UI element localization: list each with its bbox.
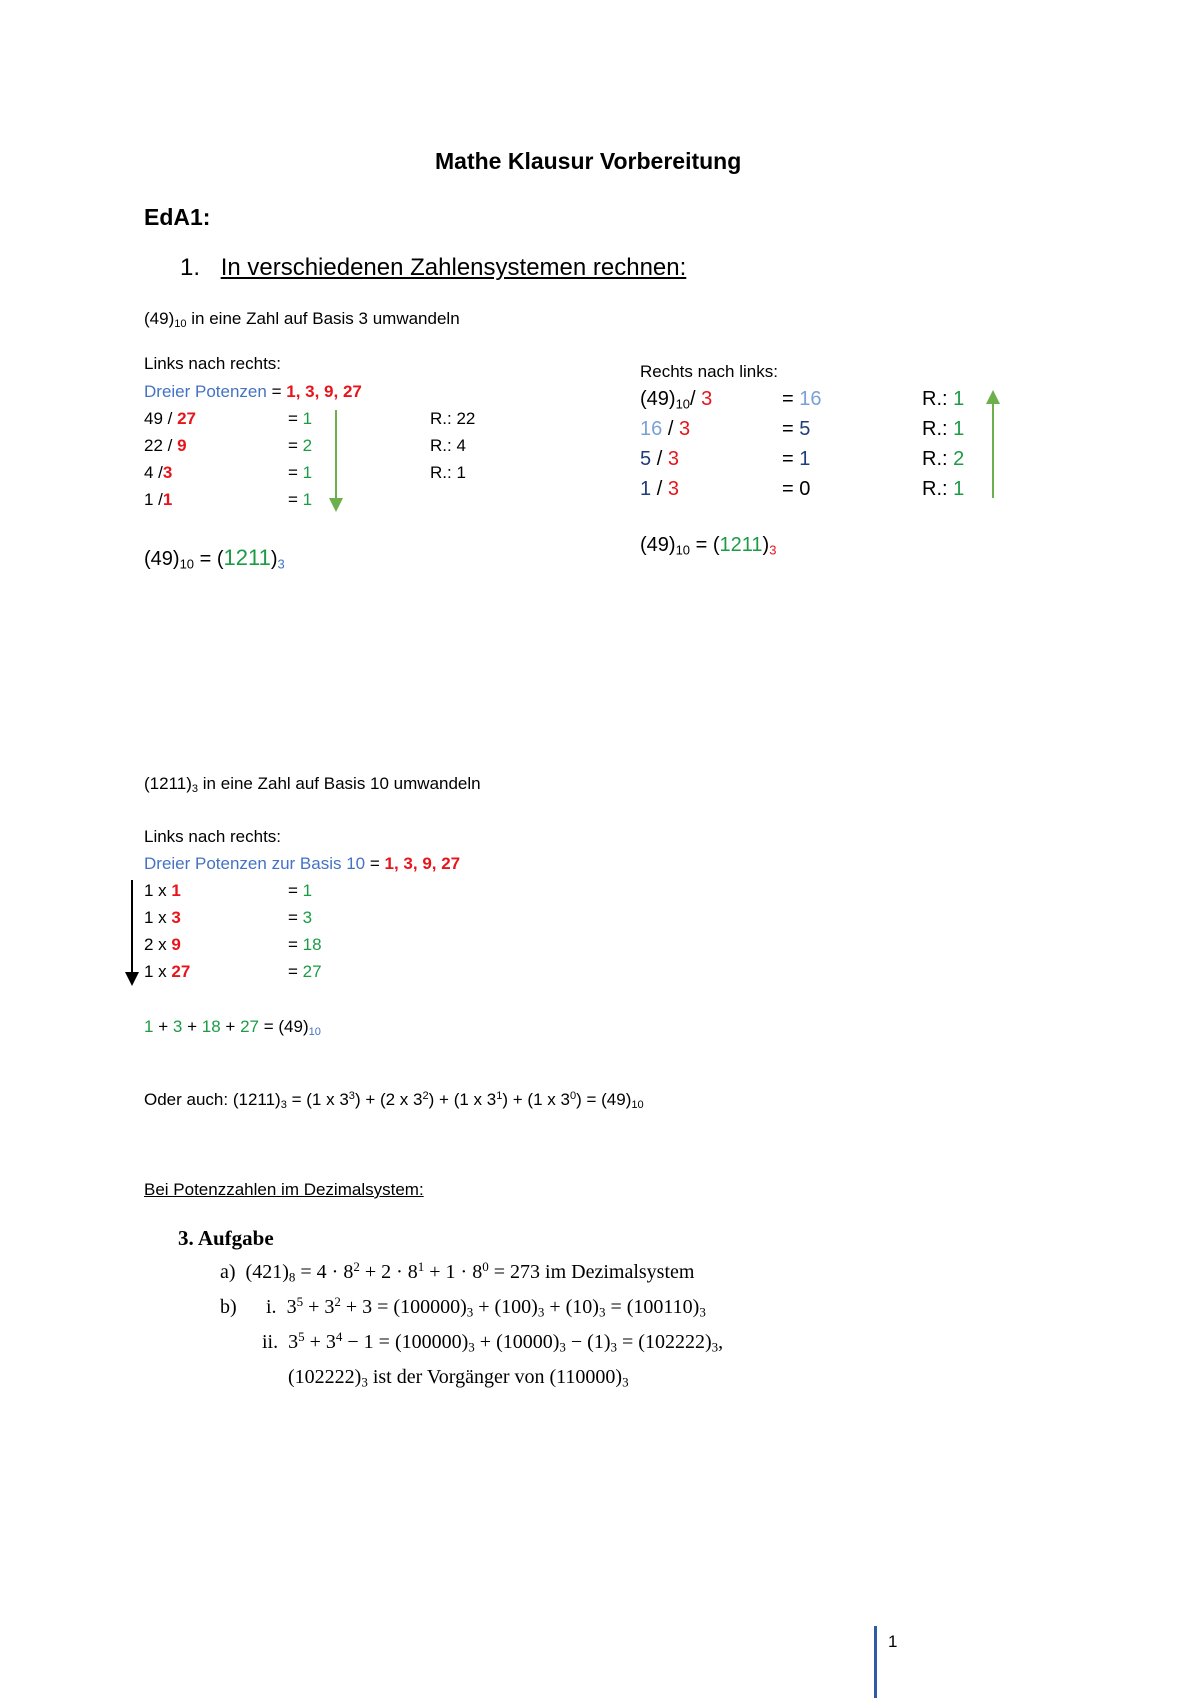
powers-eq: = — [271, 382, 282, 401]
arrow-up-icon — [983, 388, 1003, 500]
aufgabe-b-i: i. $3^5 + 3^2 + 3 = (100000)_3 + (100)_3 + (10)_3 = (100110)_3$ — [266, 1293, 706, 1320]
row-remainder: R.: 2 — [922, 448, 965, 470]
row-remainder: R.: 4 — [430, 436, 466, 455]
heading-1 — [180, 254, 686, 282]
part3-heading: Bei Potenzzahlen im Dezimalsystem: — [144, 1180, 424, 1199]
section-label: EdA1: — [144, 204, 211, 230]
row-result: = 3 — [288, 908, 313, 927]
powers-label: Dreier Potenzen — [144, 382, 267, 401]
row-remainder: R.: 1 — [922, 478, 965, 500]
aufgabe-b-ii: ii. $3^5 + 3^4 - 1 = (100000)_3 + (10000)_3 - (1)_3 = (102222)_3$, — [262, 1328, 724, 1355]
row-remainder: R.: 1 — [430, 463, 466, 482]
task-1-number: (49) — [144, 309, 175, 328]
table-row: 22 / 9 — [144, 436, 187, 455]
task-1-base: 10 — [174, 317, 187, 330]
left-powers — [144, 382, 362, 402]
table-row: 1 x 27 — [144, 962, 191, 981]
left-label: Links nach rechts: — [144, 354, 282, 373]
task-2: $(1211)_3$ in eine Zahl auf Basis 10 umwandeln — [144, 774, 481, 795]
part2-powers: Dreier Potenzen zur Basis 10 = 1, 3, 9, 27 — [144, 854, 461, 873]
sum-line: $1 + 3 + 18 + 27 = (49)_{10}$ — [144, 1017, 321, 1038]
row-result: = 1 — [288, 490, 313, 509]
table-row: 4 /3 — [144, 463, 173, 482]
task-1 — [144, 309, 460, 329]
table-row: 1 / 3 — [640, 478, 679, 500]
right-label: Rechts nach links: — [640, 362, 778, 381]
row-result: = 27 — [288, 962, 322, 981]
row-result: = 0 — [782, 478, 811, 500]
powers-values: 1, 3, 9, 27 — [286, 382, 362, 401]
aufgabe-a: a) $(421)_8 = 4 \cdot 8^2 + 2 \cdot 8^1 + 1 \cdot 8^0 = 273$ im Dezimalsystem — [220, 1258, 695, 1285]
arrow-down-icon — [124, 880, 140, 988]
row-remainder: R.: 1 — [922, 418, 965, 440]
row-result: = 1 — [288, 409, 313, 428]
table-row: 1 x 1 — [144, 881, 181, 900]
right-result: $(49)_{10} = (1211)_3$ — [640, 534, 777, 558]
heading-text: In verschiedenen Zahlensystemen rechnen: — [220, 254, 687, 281]
aufgabe-b-note: $(102222)_3$ ist der Vorgänger von $(110000)_3$ — [288, 1366, 629, 1390]
row-remainder: R.: 22 — [430, 409, 476, 428]
row-result: = 1 — [288, 881, 313, 900]
arrow-down-icon — [326, 410, 346, 514]
row-result: = 1 — [288, 463, 313, 482]
left-result: $(49)_{10} = (1211)_3$ — [144, 545, 285, 572]
row-result: = 16 — [782, 388, 822, 410]
row-result: = 5 — [782, 418, 811, 440]
task-1-text: in eine Zahl auf Basis 3 umwandeln — [191, 309, 460, 328]
aufgabe-heading: 3. Aufgabe — [178, 1226, 274, 1250]
table-row: 2 x 9 — [144, 935, 181, 954]
oder-auch-line: Oder auch: $(1211)_3 = (1$ x $3^3) + (2$ x $3^2) + (1$ x $3^1) + (1$ x $3^0) = (49)_{10}$ — [144, 1089, 644, 1111]
part2-label: Links nach rechts: — [144, 827, 282, 846]
row-result: = 2 — [288, 436, 313, 455]
table-row: 1 /1 — [144, 490, 173, 509]
aufgabe-b-label: b) — [220, 1296, 237, 1318]
page-title: Mathe Klausur Vorbereitung — [435, 148, 742, 174]
row-result: = 18 — [288, 935, 322, 954]
table-row: 1 x 3 — [144, 908, 181, 927]
table-row: 5 / 3 — [640, 448, 679, 470]
heading-number: 1. — [180, 254, 201, 281]
row-remainder: R.: 1 — [922, 388, 965, 410]
table-row: 16 / 3 — [640, 418, 691, 440]
page-number: 1 — [888, 1632, 898, 1651]
row-result: = 1 — [782, 448, 811, 470]
page-number-bar — [874, 1626, 877, 1698]
table-row: $(49)_{10}/$ 3 — [640, 388, 713, 412]
table-row: 49 / 27 — [144, 409, 197, 428]
